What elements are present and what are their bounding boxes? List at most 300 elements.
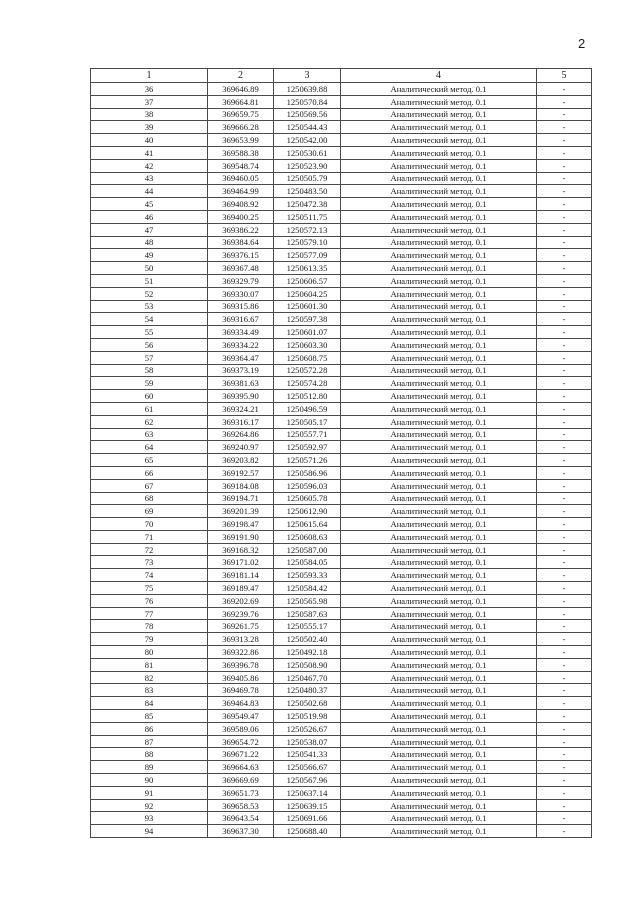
point-number-cell: 60 xyxy=(91,390,208,403)
note-cell: - xyxy=(537,83,592,96)
table-row xyxy=(91,377,592,390)
x-coordinate-cell: 369184.08 xyxy=(208,479,274,492)
note-cell: - xyxy=(537,479,592,492)
table-row xyxy=(91,556,592,569)
x-coordinate-cell: 369671.22 xyxy=(208,748,274,761)
x-coordinate-cell: 369329.79 xyxy=(208,274,274,287)
table-row xyxy=(91,274,592,287)
point-number-cell: 65 xyxy=(91,454,208,467)
table-header-row xyxy=(91,69,592,83)
x-coordinate-cell: 369201.39 xyxy=(208,505,274,518)
point-number-cell: 74 xyxy=(91,569,208,582)
note-cell: - xyxy=(537,569,592,582)
point-number-cell: 43 xyxy=(91,172,208,185)
note-cell: - xyxy=(537,543,592,556)
note-cell: - xyxy=(537,530,592,543)
y-coordinate-cell: 1250593.33 xyxy=(274,569,341,582)
table-row xyxy=(91,518,592,531)
x-coordinate-cell: 369588.38 xyxy=(208,146,274,159)
x-coordinate-cell: 369330.07 xyxy=(208,287,274,300)
point-number-cell: 52 xyxy=(91,287,208,300)
point-number-cell: 46 xyxy=(91,210,208,223)
method-cell: Аналитический метод. 0.1 xyxy=(341,556,537,569)
x-coordinate-cell: 369658.53 xyxy=(208,799,274,812)
method-cell: Аналитический метод. 0.1 xyxy=(341,671,537,684)
table-row xyxy=(91,236,592,249)
method-cell: Аналитический метод. 0.1 xyxy=(341,454,537,467)
x-coordinate-cell: 369396.78 xyxy=(208,658,274,671)
point-number-cell: 62 xyxy=(91,415,208,428)
y-coordinate-cell: 1250512.80 xyxy=(274,390,341,403)
method-cell: Аналитический метод. 0.1 xyxy=(341,83,537,96)
point-number-cell: 72 xyxy=(91,543,208,556)
point-number-cell: 68 xyxy=(91,492,208,505)
note-cell: - xyxy=(537,223,592,236)
x-coordinate-cell: 369653.99 xyxy=(208,134,274,147)
method-cell: Аналитический метод. 0.1 xyxy=(341,466,537,479)
point-number-cell: 40 xyxy=(91,134,208,147)
note-cell: - xyxy=(537,646,592,659)
y-coordinate-cell: 1250603.30 xyxy=(274,338,341,351)
note-cell: - xyxy=(537,108,592,121)
point-number-cell: 54 xyxy=(91,313,208,326)
point-number-cell: 66 xyxy=(91,466,208,479)
method-cell: Аналитический метод. 0.1 xyxy=(341,377,537,390)
point-number-cell: 49 xyxy=(91,249,208,262)
method-cell: Аналитический метод. 0.1 xyxy=(341,185,537,198)
note-cell: - xyxy=(537,761,592,774)
note-cell: - xyxy=(537,748,592,761)
table-row xyxy=(91,108,592,121)
point-number-cell: 47 xyxy=(91,223,208,236)
method-cell: Аналитический метод. 0.1 xyxy=(341,402,537,415)
y-coordinate-cell: 1250606.57 xyxy=(274,274,341,287)
note-cell: - xyxy=(537,338,592,351)
y-coordinate-cell: 1250608.63 xyxy=(274,530,341,543)
method-cell: Аналитический метод. 0.1 xyxy=(341,761,537,774)
note-cell: - xyxy=(537,364,592,377)
note-cell: - xyxy=(537,607,592,620)
table-row xyxy=(91,569,592,582)
note-cell: - xyxy=(537,236,592,249)
table-row xyxy=(91,390,592,403)
point-number-cell: 50 xyxy=(91,262,208,275)
method-cell: Аналитический метод. 0.1 xyxy=(341,390,537,403)
note-cell: - xyxy=(537,300,592,313)
y-coordinate-cell: 1250565.98 xyxy=(274,594,341,607)
x-coordinate-cell: 369264.86 xyxy=(208,428,274,441)
table-row xyxy=(91,722,592,735)
note-cell: - xyxy=(537,492,592,505)
y-coordinate-cell: 1250505.17 xyxy=(274,415,341,428)
coordinates-table xyxy=(90,68,592,838)
table-row xyxy=(91,710,592,723)
point-number-cell: 71 xyxy=(91,530,208,543)
x-coordinate-cell: 369322.86 xyxy=(208,646,274,659)
x-coordinate-cell: 369405.86 xyxy=(208,671,274,684)
method-cell: Аналитический метод. 0.1 xyxy=(341,633,537,646)
x-coordinate-cell: 369400.25 xyxy=(208,210,274,223)
table-row xyxy=(91,671,592,684)
point-number-cell: 70 xyxy=(91,518,208,531)
x-coordinate-cell: 369549.47 xyxy=(208,710,274,723)
x-coordinate-cell: 369194.71 xyxy=(208,492,274,505)
method-cell: Аналитический метод. 0.1 xyxy=(341,697,537,710)
point-number-cell: 38 xyxy=(91,108,208,121)
point-number-cell: 41 xyxy=(91,146,208,159)
y-coordinate-cell: 1250511.75 xyxy=(274,210,341,223)
point-number-cell: 64 xyxy=(91,441,208,454)
point-number-cell: 81 xyxy=(91,658,208,671)
table-row xyxy=(91,262,592,275)
method-cell: Аналитический метод. 0.1 xyxy=(341,108,537,121)
y-coordinate-cell: 1250597.38 xyxy=(274,313,341,326)
table-row xyxy=(91,223,592,236)
y-coordinate-cell: 1250530.61 xyxy=(274,146,341,159)
y-coordinate-cell: 1250492.18 xyxy=(274,646,341,659)
table-row xyxy=(91,159,592,172)
table-row xyxy=(91,735,592,748)
table-row xyxy=(91,761,592,774)
table-row xyxy=(91,121,592,134)
point-number-cell: 90 xyxy=(91,774,208,787)
method-cell: Аналитический метод. 0.1 xyxy=(341,415,537,428)
x-coordinate-cell: 369313.28 xyxy=(208,633,274,646)
y-coordinate-cell: 1250467.70 xyxy=(274,671,341,684)
point-number-cell: 42 xyxy=(91,159,208,172)
note-cell: - xyxy=(537,415,592,428)
point-number-cell: 78 xyxy=(91,620,208,633)
y-coordinate-cell: 1250608.75 xyxy=(274,351,341,364)
table-row xyxy=(91,185,592,198)
x-coordinate-cell: 369460.05 xyxy=(208,172,274,185)
y-coordinate-cell: 1250480.37 xyxy=(274,684,341,697)
y-coordinate-cell: 1250502.68 xyxy=(274,697,341,710)
method-cell: Аналитический метод. 0.1 xyxy=(341,710,537,723)
x-coordinate-cell: 369202.69 xyxy=(208,594,274,607)
x-coordinate-cell: 369464.99 xyxy=(208,185,274,198)
note-cell: - xyxy=(537,671,592,684)
note-cell: - xyxy=(537,786,592,799)
method-cell: Аналитический метод. 0.1 xyxy=(341,249,537,262)
x-coordinate-cell: 369664.81 xyxy=(208,95,274,108)
x-coordinate-cell: 369548.74 xyxy=(208,159,274,172)
method-cell: Аналитический метод. 0.1 xyxy=(341,492,537,505)
method-cell: Аналитический метод. 0.1 xyxy=(341,428,537,441)
note-cell: - xyxy=(537,582,592,595)
note-cell: - xyxy=(537,633,592,646)
method-cell: Аналитический метод. 0.1 xyxy=(341,620,537,633)
note-cell: - xyxy=(537,594,592,607)
method-cell: Аналитический метод. 0.1 xyxy=(341,441,537,454)
y-coordinate-cell: 1250519.98 xyxy=(274,710,341,723)
table-row xyxy=(91,402,592,415)
method-cell: Аналитический метод. 0.1 xyxy=(341,287,537,300)
x-coordinate-cell: 369191.90 xyxy=(208,530,274,543)
table-row xyxy=(91,594,592,607)
table-row xyxy=(91,338,592,351)
point-number-cell: 94 xyxy=(91,825,208,838)
point-number-cell: 91 xyxy=(91,786,208,799)
method-cell: Аналитический метод. 0.1 xyxy=(341,722,537,735)
note-cell: - xyxy=(537,774,592,787)
y-coordinate-cell: 1250691.66 xyxy=(274,812,341,825)
note-cell: - xyxy=(537,287,592,300)
note-cell: - xyxy=(537,518,592,531)
y-coordinate-cell: 1250544.43 xyxy=(274,121,341,134)
table-row xyxy=(91,748,592,761)
table-row xyxy=(91,505,592,518)
column-header: 3 xyxy=(274,69,341,83)
method-cell: Аналитический метод. 0.1 xyxy=(341,338,537,351)
method-cell: Аналитический метод. 0.1 xyxy=(341,684,537,697)
x-coordinate-cell: 369203.82 xyxy=(208,454,274,467)
y-coordinate-cell: 1250605.78 xyxy=(274,492,341,505)
x-coordinate-cell: 369239.76 xyxy=(208,607,274,620)
table-row xyxy=(91,83,592,96)
note-cell: - xyxy=(537,262,592,275)
table-row xyxy=(91,646,592,659)
method-cell: Аналитический метод. 0.1 xyxy=(341,236,537,249)
y-coordinate-cell: 1250567.96 xyxy=(274,774,341,787)
y-coordinate-cell: 1250541.33 xyxy=(274,748,341,761)
point-number-cell: 77 xyxy=(91,607,208,620)
point-number-cell: 73 xyxy=(91,556,208,569)
y-coordinate-cell: 1250526.67 xyxy=(274,722,341,735)
y-coordinate-cell: 1250538.07 xyxy=(274,735,341,748)
y-coordinate-cell: 1250639.15 xyxy=(274,799,341,812)
x-coordinate-cell: 369181.14 xyxy=(208,569,274,582)
x-coordinate-cell: 369261.75 xyxy=(208,620,274,633)
note-cell: - xyxy=(537,95,592,108)
note-cell: - xyxy=(537,134,592,147)
y-coordinate-cell: 1250688.40 xyxy=(274,825,341,838)
point-number-cell: 55 xyxy=(91,326,208,339)
y-coordinate-cell: 1250587.00 xyxy=(274,543,341,556)
x-coordinate-cell: 369669.69 xyxy=(208,774,274,787)
note-cell: - xyxy=(537,159,592,172)
y-coordinate-cell: 1250571.26 xyxy=(274,454,341,467)
point-number-cell: 82 xyxy=(91,671,208,684)
point-number-cell: 57 xyxy=(91,351,208,364)
point-number-cell: 48 xyxy=(91,236,208,249)
method-cell: Аналитический метод. 0.1 xyxy=(341,351,537,364)
y-coordinate-cell: 1250523.90 xyxy=(274,159,341,172)
y-coordinate-cell: 1250555.17 xyxy=(274,620,341,633)
point-number-cell: 44 xyxy=(91,185,208,198)
method-cell: Аналитический метод. 0.1 xyxy=(341,300,537,313)
y-coordinate-cell: 1250579.10 xyxy=(274,236,341,249)
table-row xyxy=(91,287,592,300)
point-number-cell: 89 xyxy=(91,761,208,774)
note-cell: - xyxy=(537,313,592,326)
y-coordinate-cell: 1250601.07 xyxy=(274,326,341,339)
method-cell: Аналитический метод. 0.1 xyxy=(341,825,537,838)
x-coordinate-cell: 369643.54 xyxy=(208,812,274,825)
method-cell: Аналитический метод. 0.1 xyxy=(341,774,537,787)
note-cell: - xyxy=(537,697,592,710)
point-number-cell: 37 xyxy=(91,95,208,108)
y-coordinate-cell: 1250601.30 xyxy=(274,300,341,313)
x-coordinate-cell: 369240.97 xyxy=(208,441,274,454)
y-coordinate-cell: 1250613.35 xyxy=(274,262,341,275)
y-coordinate-cell: 1250637.14 xyxy=(274,786,341,799)
table-row xyxy=(91,530,592,543)
method-cell: Аналитический метод. 0.1 xyxy=(341,210,537,223)
note-cell: - xyxy=(537,146,592,159)
method-cell: Аналитический метод. 0.1 xyxy=(341,582,537,595)
point-number-cell: 56 xyxy=(91,338,208,351)
table-row xyxy=(91,364,592,377)
method-cell: Аналитический метод. 0.1 xyxy=(341,594,537,607)
y-coordinate-cell: 1250639.88 xyxy=(274,83,341,96)
point-number-cell: 63 xyxy=(91,428,208,441)
point-number-cell: 93 xyxy=(91,812,208,825)
method-cell: Аналитический метод. 0.1 xyxy=(341,518,537,531)
point-number-cell: 67 xyxy=(91,479,208,492)
table-row xyxy=(91,543,592,556)
y-coordinate-cell: 1250612.90 xyxy=(274,505,341,518)
point-number-cell: 85 xyxy=(91,710,208,723)
method-cell: Аналитический метод. 0.1 xyxy=(341,479,537,492)
x-coordinate-cell: 369171.02 xyxy=(208,556,274,569)
y-coordinate-cell: 1250584.05 xyxy=(274,556,341,569)
y-coordinate-cell: 1250574.28 xyxy=(274,377,341,390)
table-row xyxy=(91,607,592,620)
point-number-cell: 80 xyxy=(91,646,208,659)
table-row xyxy=(91,300,592,313)
note-cell: - xyxy=(537,326,592,339)
coordinates-table-body xyxy=(91,69,592,838)
table-row xyxy=(91,249,592,262)
y-coordinate-cell: 1250572.13 xyxy=(274,223,341,236)
x-coordinate-cell: 369659.75 xyxy=(208,108,274,121)
y-coordinate-cell: 1250569.56 xyxy=(274,108,341,121)
x-coordinate-cell: 369189.47 xyxy=(208,582,274,595)
y-coordinate-cell: 1250557.71 xyxy=(274,428,341,441)
note-cell: - xyxy=(537,620,592,633)
method-cell: Аналитический метод. 0.1 xyxy=(341,505,537,518)
method-cell: Аналитический метод. 0.1 xyxy=(341,530,537,543)
table-row xyxy=(91,313,592,326)
note-cell: - xyxy=(537,722,592,735)
point-number-cell: 39 xyxy=(91,121,208,134)
table-row xyxy=(91,812,592,825)
column-header: 5 xyxy=(537,69,592,83)
point-number-cell: 76 xyxy=(91,594,208,607)
table-row xyxy=(91,492,592,505)
table-row xyxy=(91,172,592,185)
x-coordinate-cell: 369637.30 xyxy=(208,825,274,838)
note-cell: - xyxy=(537,710,592,723)
note-cell: - xyxy=(537,274,592,287)
y-coordinate-cell: 1250508.90 xyxy=(274,658,341,671)
table-row xyxy=(91,134,592,147)
x-coordinate-cell: 369316.17 xyxy=(208,415,274,428)
method-cell: Аналитический метод. 0.1 xyxy=(341,812,537,825)
method-cell: Аналитический метод. 0.1 xyxy=(341,146,537,159)
table-row xyxy=(91,633,592,646)
x-coordinate-cell: 369367.48 xyxy=(208,262,274,275)
point-number-cell: 45 xyxy=(91,198,208,211)
method-cell: Аналитический метод. 0.1 xyxy=(341,121,537,134)
x-coordinate-cell: 369324.21 xyxy=(208,402,274,415)
column-header: 4 xyxy=(341,69,537,83)
note-cell: - xyxy=(537,428,592,441)
column-header: 2 xyxy=(208,69,274,83)
x-coordinate-cell: 369464.83 xyxy=(208,697,274,710)
point-number-cell: 58 xyxy=(91,364,208,377)
table-row xyxy=(91,697,592,710)
table-row xyxy=(91,466,592,479)
point-number-cell: 79 xyxy=(91,633,208,646)
point-number-cell: 87 xyxy=(91,735,208,748)
method-cell: Аналитический метод. 0.1 xyxy=(341,799,537,812)
table-row xyxy=(91,441,592,454)
note-cell: - xyxy=(537,454,592,467)
note-cell: - xyxy=(537,402,592,415)
method-cell: Аналитический метод. 0.1 xyxy=(341,134,537,147)
x-coordinate-cell: 369334.49 xyxy=(208,326,274,339)
point-number-cell: 69 xyxy=(91,505,208,518)
point-number-cell: 88 xyxy=(91,748,208,761)
point-number-cell: 61 xyxy=(91,402,208,415)
y-coordinate-cell: 1250542.00 xyxy=(274,134,341,147)
x-coordinate-cell: 369198.47 xyxy=(208,518,274,531)
method-cell: Аналитический метод. 0.1 xyxy=(341,364,537,377)
x-coordinate-cell: 369395.90 xyxy=(208,390,274,403)
note-cell: - xyxy=(537,351,592,364)
method-cell: Аналитический метод. 0.1 xyxy=(341,274,537,287)
method-cell: Аналитический метод. 0.1 xyxy=(341,159,537,172)
method-cell: Аналитический метод. 0.1 xyxy=(341,313,537,326)
y-coordinate-cell: 1250592.97 xyxy=(274,441,341,454)
method-cell: Аналитический метод. 0.1 xyxy=(341,748,537,761)
y-coordinate-cell: 1250604.25 xyxy=(274,287,341,300)
table-row xyxy=(91,326,592,339)
point-number-cell: 83 xyxy=(91,684,208,697)
x-coordinate-cell: 369334.22 xyxy=(208,338,274,351)
method-cell: Аналитический метод. 0.1 xyxy=(341,262,537,275)
table-row xyxy=(91,658,592,671)
note-cell: - xyxy=(537,735,592,748)
note-cell: - xyxy=(537,556,592,569)
table-row xyxy=(91,95,592,108)
note-cell: - xyxy=(537,812,592,825)
x-coordinate-cell: 369384.64 xyxy=(208,236,274,249)
table-row xyxy=(91,620,592,633)
y-coordinate-cell: 1250566.67 xyxy=(274,761,341,774)
note-cell: - xyxy=(537,185,592,198)
y-coordinate-cell: 1250502.40 xyxy=(274,633,341,646)
y-coordinate-cell: 1250586.96 xyxy=(274,466,341,479)
note-cell: - xyxy=(537,466,592,479)
point-number-cell: 36 xyxy=(91,83,208,96)
point-number-cell: 59 xyxy=(91,377,208,390)
table-row xyxy=(91,684,592,697)
note-cell: - xyxy=(537,441,592,454)
note-cell: - xyxy=(537,210,592,223)
method-cell: Аналитический метод. 0.1 xyxy=(341,607,537,620)
note-cell: - xyxy=(537,390,592,403)
x-coordinate-cell: 369664.63 xyxy=(208,761,274,774)
x-coordinate-cell: 369469.78 xyxy=(208,684,274,697)
x-coordinate-cell: 369315.86 xyxy=(208,300,274,313)
method-cell: Аналитический метод. 0.1 xyxy=(341,735,537,748)
note-cell: - xyxy=(537,684,592,697)
table-row xyxy=(91,774,592,787)
y-coordinate-cell: 1250596.03 xyxy=(274,479,341,492)
